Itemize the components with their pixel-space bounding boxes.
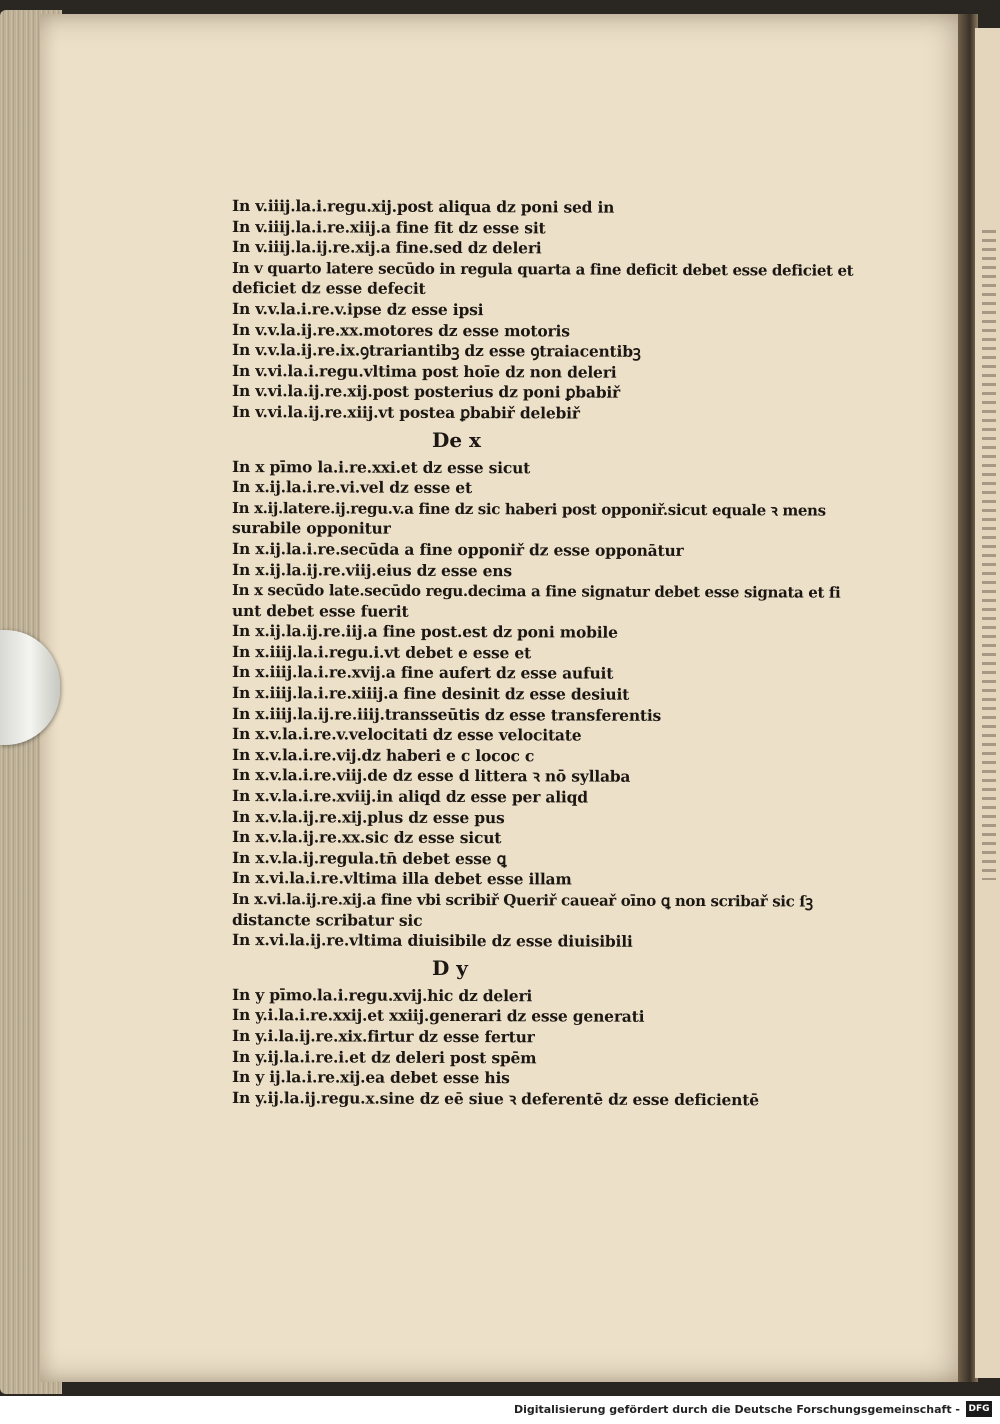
errata-line: In x.v.la.ij.re.xx.sic dz esse sicut xyxy=(231,827,502,848)
facing-page-text-bleed xyxy=(982,230,996,880)
errata-line: In x.vi.la.ij.re.vltima diuisibile dz esse diuisibili xyxy=(231,930,633,951)
errata-line: In y.ij.la.ij.regu.x.sine dz eē siue ꝛ deferentē dz esse deficientē xyxy=(231,1087,759,1110)
section-y xyxy=(232,985,872,1109)
errata-line: In x secūdo late.secūdo regu.decima a fine signatur debet esse signata et fi xyxy=(231,581,841,602)
errata-line: In v.v.la.i.re.v.ipse dz esse ipsi xyxy=(231,298,484,320)
errata-line: In x.iiij.la.i.re.xiiij.a fine desinit dz esse desiuit xyxy=(231,683,630,704)
errata-line: In x.v.la.ij.re.xij.plus dz esse pus xyxy=(231,806,505,827)
section-heading-x: De x xyxy=(432,427,481,452)
errata-line: In x.vi.la.ij.re.xij.a fine vbi scribiř Queriř caueař oīno ꝗ non scribař sic ſꝫ xyxy=(231,890,813,911)
errata-line: In v.iiij.la.i.re.xiij.a fine fit dz esse sit xyxy=(231,216,546,237)
errata-line: In v.v.la.ij.re.xx.motores dz esse motoris xyxy=(231,319,570,341)
errata-line: In y.ij.la.i.re.i.et dz deleri post spēm xyxy=(231,1046,537,1067)
errata-text xyxy=(232,196,872,1108)
errata-line: In x.v.la.i.re.v.velocitati dz esse velocitate xyxy=(231,724,582,745)
errata-line: In x.v.la.i.re.viij.de dz esse d littera ꝛ nō syllaba xyxy=(231,765,631,787)
errata-line: In v.v.la.ij.re.ix.ꝯtrariantibꝫ dz esse ꝯtraiacentibꝫ xyxy=(231,340,641,361)
section-v xyxy=(232,196,872,423)
errata-line: In y pīmo.la.i.regu.xvij.hic dz deleri xyxy=(231,984,533,1006)
errata-line: In x.iiij.la.i.regu.i.vt debet e esse et xyxy=(231,641,532,663)
errata-line: In v.iiij.la.ij.re.xij.a fine.sed dz deleri xyxy=(231,237,542,258)
errata-line: deficiet dz esse defecit xyxy=(231,278,426,299)
errata-line: In x.v.la.i.re.vij.dz haberi e c lococ c xyxy=(231,744,535,766)
errata-line: In v quarto latere secūdo in regula quarta a fine deficit debet esse deficiet et xyxy=(231,258,854,280)
errata-line: In x.ij.la.i.re.vi.vel dz esse et xyxy=(231,477,473,498)
errata-line: unt debet esse fuerit xyxy=(231,600,409,621)
errata-line: surabile opponitur xyxy=(231,518,391,539)
errata-line: In x pīmo la.i.re.xxi.et dz esse sicut xyxy=(231,456,531,477)
errata-line: In v.vi.la.ij.re.xiij.vt postea ꝑbabiř delebiř xyxy=(231,401,580,423)
digitization-footer xyxy=(0,1398,1000,1424)
errata-line: In x.v.la.i.re.xviij.in aliqd dz esse per aliqd xyxy=(231,786,588,807)
section-heading-y: D y xyxy=(432,955,468,980)
errata-line: In x.v.la.ij.regula.tn̄ debet esse ꝗ xyxy=(231,847,507,869)
errata-line: In y ij.la.i.re.xij.ea debet esse his xyxy=(231,1067,510,1088)
errata-line: In v.iiij.la.i.regu.xij.post aliqua dz poni sed in xyxy=(231,196,615,217)
errata-line: In x.ij.la.i.re.secūda a fine opponiř dz esse opponātur xyxy=(231,538,684,560)
errata-line: In y.i.la.i.re.xxij.et xxiij.generari dz esse generati xyxy=(231,1005,645,1027)
errata-line: In x.iiij.la.i.re.xvij.a fine aufert dz esse aufuit xyxy=(231,662,614,684)
errata-line: In y.i.la.ij.re.xix.firtur dz esse fertur xyxy=(231,1025,535,1047)
errata-line: In x.vi.la.i.re.vltima illa debet esse illam xyxy=(231,868,572,889)
errata-line: In x.ij.latere.ij.regu.v.a fine dz sic haberi post opponiř.sicut equale ꝛ mens xyxy=(231,498,826,520)
errata-line: In x.ij.la.ij.re.viij.eius dz esse ens xyxy=(231,559,512,580)
errata-line: In x.iiij.la.ij.re.iiij.transseūtis dz esse transferentis xyxy=(231,703,662,725)
errata-line: distancte scribatur sic xyxy=(231,909,423,930)
dfg-logo: DFG xyxy=(966,1401,992,1417)
errata-line: In x.ij.la.ij.re.iij.a fine post.est dz poni mobile xyxy=(231,621,618,642)
section-x xyxy=(232,457,872,951)
errata-line: In v.vi.la.i.regu.vltima post hoīe dz non deleri xyxy=(231,360,617,382)
footer-credit: Digitalisierung gefördert durch die Deutsche Forschungsgemeinschaft - xyxy=(513,1403,960,1416)
errata-line: In v.vi.la.ij.re.xij.post posterius dz poni ꝑbabiř xyxy=(231,381,621,403)
